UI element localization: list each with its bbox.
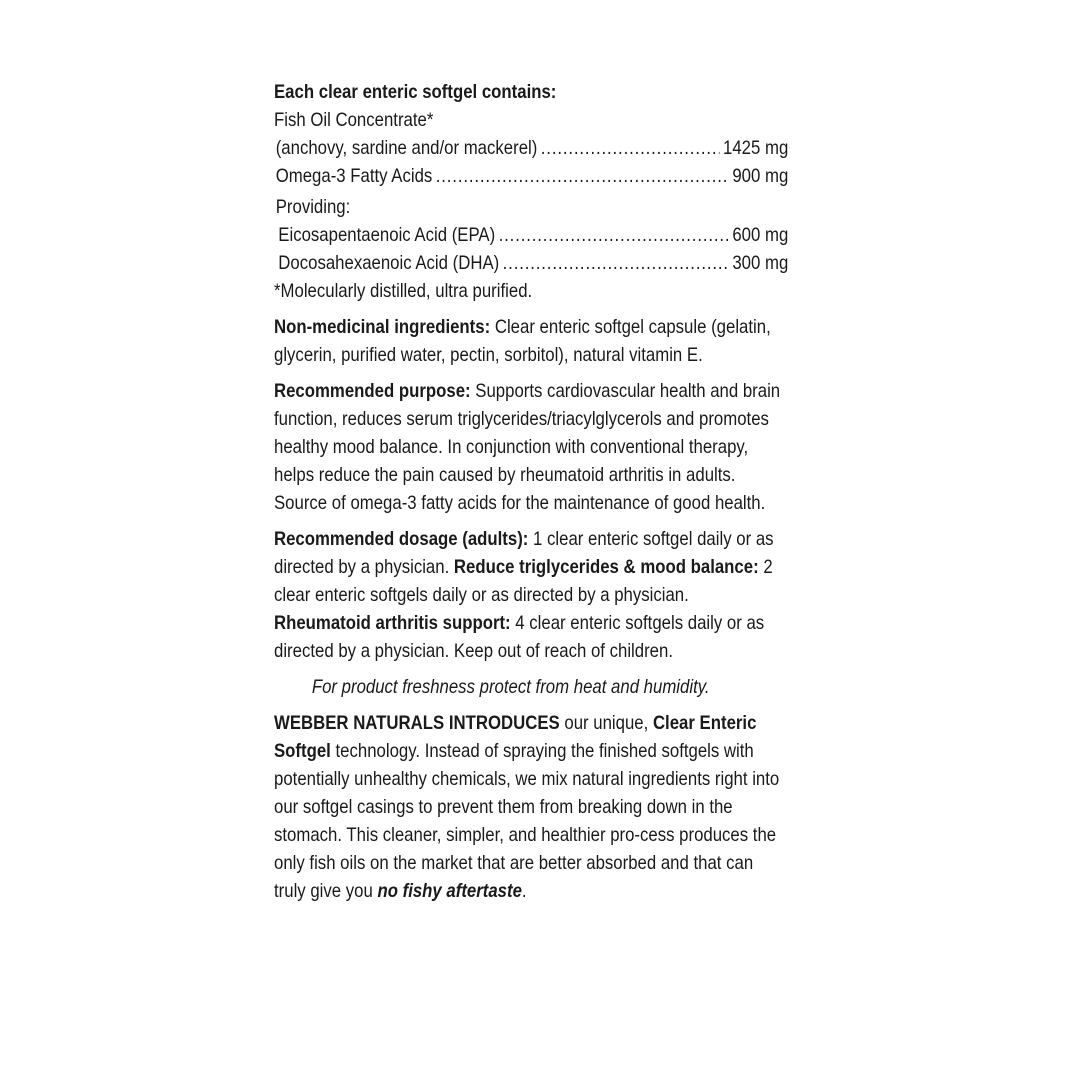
leader-dots	[503, 249, 729, 277]
fish-oil-label: Fish Oil Concentrate*	[274, 109, 434, 131]
dosage-text-2: 2 clear enteric softgels daily or as directed by a physician.	[274, 556, 773, 606]
dha-row	[274, 249, 788, 277]
dosage-text-1: 1 clear enteric softgel daily or as directed by a physician.	[274, 528, 774, 578]
leader-dots	[436, 162, 729, 190]
omega3-label: Omega-3 Fatty Acids	[275, 165, 433, 187]
leader-dots	[541, 134, 720, 162]
purpose-text: Supports cardiovascular health and brain function, reduces serum triglycerides/triacylglycerols and promotes healthy mood balance. In conjunction with conventional therapy, helps reduce the pain caused by rheumatoid arthritis in adults. Source of omega-3 fatty acids for the maintenance of good health.	[274, 380, 781, 514]
non-medicinal-paragraph	[274, 313, 788, 369]
purpose-paragraph	[274, 377, 788, 517]
omega3-row	[274, 162, 788, 190]
intro-product: Clear Enteric Softgel	[274, 712, 757, 762]
label-content	[274, 78, 788, 905]
fish-oil-row	[274, 134, 788, 162]
non-medicinal-label: Non-medicinal ingredients:	[274, 316, 491, 338]
dha-label: Docosahexaenoic Acid (DHA)	[278, 252, 500, 274]
dosage-paragraph	[274, 525, 788, 665]
dosage-label-3: Rheumatoid arthritis support:	[274, 612, 511, 634]
footnote: *Molecularly distilled, ultra purified.	[274, 280, 533, 302]
freshness-note: For product freshness protect from heat and humidity.	[311, 676, 710, 698]
dosage-label: Recommended dosage (adults):	[274, 528, 529, 550]
providing-label: Providing:	[275, 196, 351, 218]
fish-oil-source: (anchovy, sardine and/or mackerel)	[275, 137, 538, 159]
fish-oil-amount: 1425 mg	[723, 137, 789, 159]
dosage-label-2: Reduce triglycerides & mood balance:	[453, 556, 759, 578]
contains-heading: Each clear enteric softgel contains:	[274, 81, 557, 103]
intro-end: .	[521, 880, 527, 902]
epa-row	[274, 221, 788, 249]
intro-text-2: technology. Instead of spraying the finished softgels with potentially unhealthy chemicals, we mix natural ingredients right into our softgel casings to prevent them from breaking down in the stomach. This cleaner, simpler, and healthier pro-cess produces the only fish oils on the market that are better absorbed and that can truly give you	[274, 740, 780, 902]
non-medicinal-text: Clear enteric softgel capsule (gelatin, glycerin, purified water, pectin, sorbitol), natural vitamin E.	[274, 316, 771, 366]
intro-brand: WEBBER NATURALS INTRODUCES	[274, 712, 560, 734]
purpose-label: Recommended purpose:	[274, 380, 471, 402]
epa-amount: 600 mg	[732, 224, 789, 246]
intro-emphasis: no fishy aftertaste	[377, 880, 522, 902]
epa-label: Eicosapentaenoic Acid (EPA)	[278, 224, 496, 246]
dha-amount: 300 mg	[732, 252, 789, 274]
dosage-text-3: 4 clear enteric softgels daily or as directed by a physician. Keep out of reach of children.	[274, 612, 765, 662]
intro-text-1: our unique,	[559, 712, 653, 734]
leader-dots	[499, 221, 729, 249]
intro-paragraph	[274, 709, 788, 905]
omega3-amount: 900 mg	[732, 165, 789, 187]
product-label-text	[274, 78, 789, 905]
